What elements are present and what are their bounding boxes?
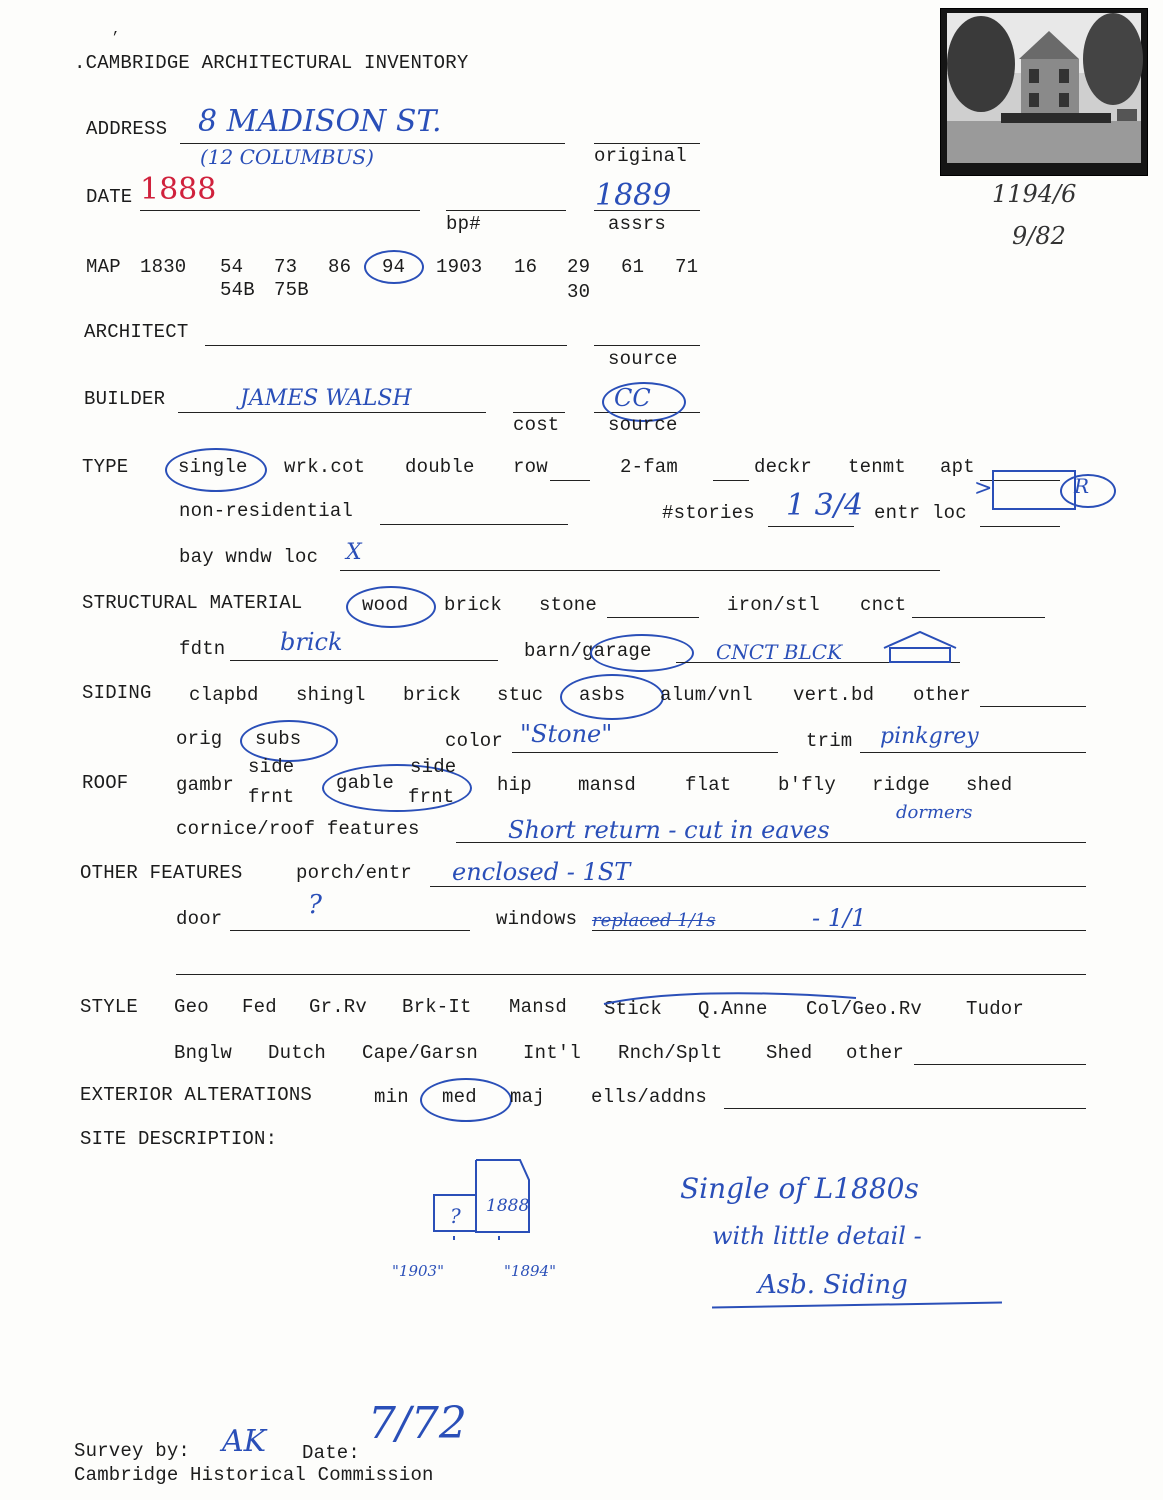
map-16: 16 <box>514 256 538 278</box>
siding-other-line <box>980 706 1086 707</box>
map-86: 86 <box>328 256 352 278</box>
original-line <box>594 143 700 144</box>
map-1903: 1903 <box>436 256 483 278</box>
builder-value: JAMES WALSH <box>240 386 412 411</box>
cornice-line <box>456 842 1086 843</box>
surveyor-value: AK <box>222 1424 267 1459</box>
map-61: 61 <box>621 256 645 278</box>
cornice-value: Short return - cut in eaves <box>508 816 830 844</box>
style-grrv: Gr.Rv <box>309 996 368 1018</box>
color-label: color <box>445 730 504 752</box>
architect-source-line <box>594 345 700 346</box>
barn-garage-label: barn/garage <box>524 640 652 662</box>
structural-stone: stone <box>539 594 598 616</box>
entr-loc-line <box>980 526 1060 527</box>
fdtn-value: brick <box>280 628 343 656</box>
siding-asbs: asbs <box>579 684 626 706</box>
trim-value: pinkgrey <box>880 724 979 749</box>
siding-vertbd: vert.bd <box>793 684 875 706</box>
survey-date-note: 9/82 <box>1012 222 1066 250</box>
type-label: TYPE <box>82 456 129 478</box>
type-double: double <box>405 456 475 478</box>
siding-label: SIDING <box>82 682 152 704</box>
builder-source-value: CC <box>614 384 651 412</box>
alterations-label: EXTERIOR ALTERATIONS <box>80 1084 313 1106</box>
roof-mansd: mansd <box>578 774 637 796</box>
bp-line <box>446 210 566 211</box>
siding-alumvnl: alum/vnl <box>660 684 753 706</box>
assrs-value: 1889 <box>595 178 672 213</box>
porch-line <box>430 886 1086 887</box>
structural-wood: wood <box>362 594 409 616</box>
door-label: door <box>176 908 223 930</box>
house-photo <box>940 8 1148 176</box>
siding-asbs-circle <box>560 674 664 720</box>
map-30: 30 <box>567 281 591 303</box>
siding-brick: brick <box>403 684 462 706</box>
stone-line <box>607 617 699 618</box>
date-line <box>140 210 420 211</box>
roof-gable: gable <box>336 772 395 794</box>
site-sketch-icon <box>424 1150 544 1240</box>
features-extra-line <box>176 974 1086 975</box>
map-71: 71 <box>675 256 699 278</box>
roof-ridge: ridge <box>872 774 931 796</box>
siding-other: other <box>913 684 972 706</box>
roof-shed: shed <box>966 774 1013 796</box>
other-features-label: OTHER FEATURES <box>80 862 243 884</box>
map-54b: 54B <box>220 279 255 301</box>
windows-value: - 1/1 <box>812 904 867 932</box>
site-note-line-2: with little detail - <box>712 1222 922 1250</box>
sketch-date-1894: "1894" <box>504 1262 556 1280</box>
orig-value: subs <box>255 728 302 750</box>
entr-loc-label: entr loc <box>874 502 967 524</box>
site-note-underline <box>712 1301 1002 1308</box>
style-other: other <box>846 1042 905 1064</box>
stray-mark: , <box>112 22 121 38</box>
type-single-circle <box>165 448 267 492</box>
roof-label: ROOF <box>82 772 129 794</box>
roof-frnt-1: frnt <box>248 786 295 808</box>
siding-clapbd: clapbd <box>189 684 259 706</box>
stories-label: #stories <box>662 502 755 524</box>
photo-ref-note: 1194/6 <box>992 180 1077 208</box>
windows-label: windows <box>496 908 578 930</box>
map-54: 54 <box>220 256 244 278</box>
siding-shingl: shingl <box>296 684 366 706</box>
roof-side-1: side <box>248 756 295 778</box>
sketch-small-label: ? <box>450 1204 461 1228</box>
date-value: 1888 <box>140 172 217 207</box>
address-line <box>180 143 565 144</box>
style-colgeorv: Col/Geo.Rv <box>806 998 923 1020</box>
architect-line <box>205 345 567 346</box>
style-dutch: Dutch <box>268 1042 327 1064</box>
style-qanne: Q.Anne <box>698 998 768 1020</box>
color-value: "Stone" <box>520 720 613 748</box>
structural-brick: brick <box>444 594 503 616</box>
style-tudor: Tudor <box>966 998 1025 1020</box>
style-mark-icon <box>600 986 860 1008</box>
type-row: row <box>513 456 548 478</box>
ells-label: ells/addns <box>591 1086 708 1108</box>
site-note-line-3: Asb. Siding <box>758 1270 908 1300</box>
fdtn-line <box>230 660 498 661</box>
bp-label: bp# <box>446 213 481 235</box>
map-label: MAP <box>86 256 121 278</box>
style-intl: Int'l <box>523 1042 582 1064</box>
stories-value: 1 3/4 <box>786 488 863 523</box>
cost-line <box>513 412 565 413</box>
sketch-date-1903: "1903" <box>392 1262 444 1280</box>
door-value: ? <box>308 890 322 920</box>
map-73: 73 <box>274 256 298 278</box>
builder-label: BUILDER <box>84 388 166 410</box>
form-title: .CAMBRIDGE ARCHITECTURAL INVENTORY <box>74 52 469 74</box>
alterations-maj: maj <box>510 1086 545 1108</box>
type-single: single <box>178 456 248 478</box>
structural-cnct: cnct <box>860 594 907 616</box>
map-94-circle <box>364 250 424 284</box>
garage-sketch-icon <box>880 628 960 668</box>
builder-line <box>178 412 486 413</box>
porch-value: enclosed - 1ST <box>452 858 631 886</box>
barn-value: CNCT BLCK <box>716 640 843 664</box>
map-75b: 75B <box>274 279 309 301</box>
type-wrkcot: wrk.cot <box>284 456 366 478</box>
ells-line <box>724 1108 1086 1109</box>
date-label: DATE <box>86 186 133 208</box>
style-shed: Shed <box>766 1042 813 1064</box>
type-apt-note: R <box>1074 474 1090 498</box>
style-label: STYLE <box>80 996 139 1018</box>
windows-struck: replaced 1/1s <box>592 910 716 931</box>
cnct-line <box>912 617 1045 618</box>
type-apt-mark: > <box>974 476 993 501</box>
bay-label: bay wndw loc <box>179 546 319 568</box>
style-geo: Geo <box>174 996 209 1018</box>
structural-wood-circle <box>346 586 436 628</box>
type-row-line <box>550 480 590 481</box>
style-bnglw: Bnglw <box>174 1042 233 1064</box>
roof-frnt-2: frnt <box>408 786 455 808</box>
architect-label: ARCHITECT <box>84 321 189 343</box>
map-29: 29 <box>567 256 591 278</box>
type-deckr-line <box>713 480 749 481</box>
sketch-large-label: 1888 <box>486 1196 530 1216</box>
footer-date-value: 7/72 <box>368 1398 467 1449</box>
assrs-line <box>594 210 700 211</box>
cornice-label: cornice/roof features <box>176 818 420 840</box>
siding-stuc: stuc <box>497 684 544 706</box>
roof-hip: hip <box>497 774 532 796</box>
architect-source-label: source <box>608 348 678 370</box>
builder-source-label: source <box>608 414 678 436</box>
door-line <box>230 930 470 931</box>
porch-label: porch/entr <box>296 862 413 884</box>
roof-flat: flat <box>685 774 732 796</box>
survey-by-label: Survey by: <box>74 1440 191 1462</box>
alterations-med: med <box>442 1086 477 1108</box>
cost-label: cost <box>513 414 560 436</box>
color-line <box>512 752 778 753</box>
footer-date-label: Date: <box>302 1442 361 1464</box>
alterations-med-circle <box>420 1078 512 1122</box>
roof-gambr: gambr <box>176 774 235 796</box>
alterations-min: min <box>374 1086 409 1108</box>
nonres-label: non-residential <box>179 500 354 522</box>
type-apt: apt <box>940 456 975 478</box>
style-fed: Fed <box>242 996 277 1018</box>
original-label: original <box>594 145 687 167</box>
address-label: ADDRESS <box>86 118 168 140</box>
structural-label: STRUCTURAL MATERIAL <box>82 592 303 614</box>
style-stick: Stick <box>604 998 663 1020</box>
garage-circle <box>590 634 694 672</box>
structural-ironstl: iron/stl <box>727 594 820 616</box>
bay-line <box>340 570 940 571</box>
assrs-label: assrs <box>608 213 667 235</box>
windows-line <box>592 930 1086 931</box>
footer-org: Cambridge Historical Commission <box>74 1464 434 1486</box>
nonres-line <box>380 524 568 525</box>
type-2fam: 2-fam <box>620 456 679 478</box>
map-1830: 1830 <box>140 256 187 278</box>
dormers-note: dormers <box>896 802 973 823</box>
orig-label: orig <box>176 728 223 750</box>
roof-bfly: b'fly <box>778 774 837 796</box>
style-mansd: Mansd <box>509 996 568 1018</box>
type-deckr: deckr <box>754 456 813 478</box>
map-94: 94 <box>382 256 406 278</box>
style-other-line <box>914 1064 1086 1065</box>
roof-side-2: side <box>410 756 457 778</box>
site-label: SITE DESCRIPTION: <box>80 1128 278 1150</box>
site-note-line-1: Single of L1880s <box>680 1172 919 1205</box>
style-capegarsn: Cape/Garsn <box>362 1042 479 1064</box>
fdtn-label: fdtn <box>179 638 226 660</box>
trim-label: trim <box>806 730 853 752</box>
address-alt: (12 COLUMBUS) <box>200 145 374 169</box>
style-brkit: Brk-It <box>402 996 472 1018</box>
style-rnchsplt: Rnch/Splt <box>618 1042 723 1064</box>
bay-value: X <box>346 540 362 565</box>
type-tenmt: tenmt <box>848 456 907 478</box>
trim-line <box>860 752 1086 753</box>
stories-line <box>768 526 854 527</box>
address-value: 8 MADISON ST. <box>198 104 442 139</box>
